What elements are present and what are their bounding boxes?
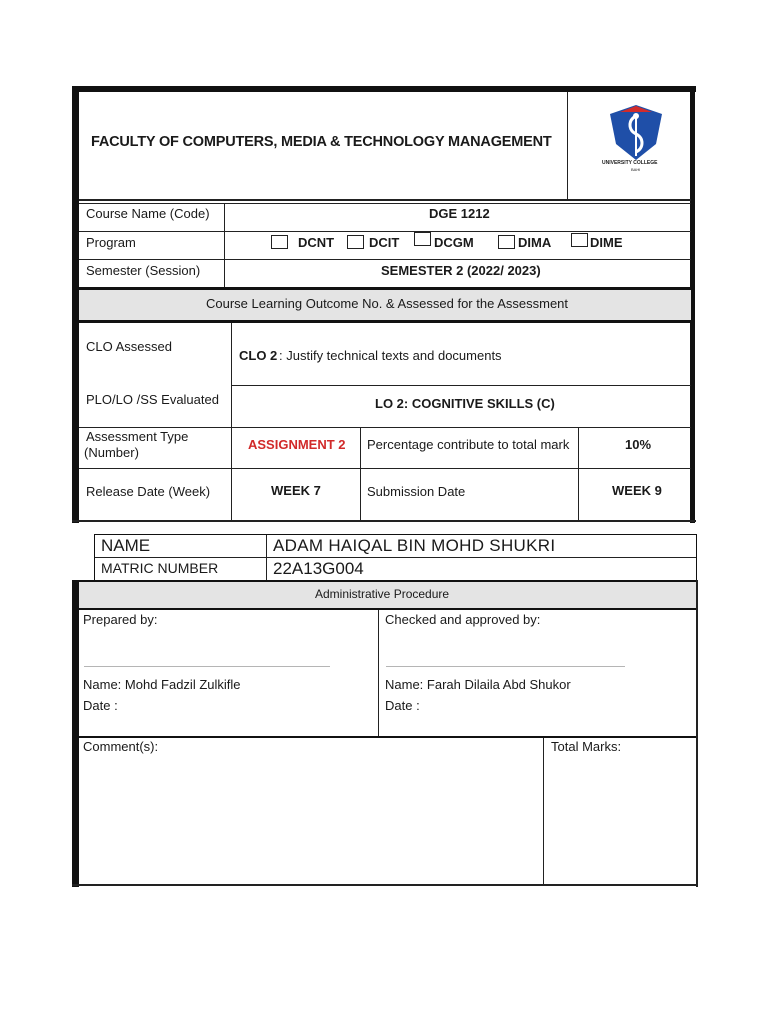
col-line — [543, 738, 544, 884]
percentage-label: Percentage contribute to total mark — [367, 437, 570, 452]
assessment-type-label-2: (Number) — [84, 445, 139, 460]
row-line — [79, 468, 691, 469]
student-name-value: ADAM HAIQAL BIN MOHD SHUKRI — [273, 536, 556, 555]
plo-value: LO 2: COGNITIVE SKILLS (C) — [375, 396, 555, 411]
program-checkbox-dcit[interactable] — [347, 235, 364, 249]
program-label: Program — [86, 235, 136, 250]
checked-by-name: Name: Farah Dilaila Abd Shukor — [385, 677, 571, 692]
checked-date: Date : — [385, 698, 420, 713]
col-line — [266, 535, 267, 580]
checked-by-label: Checked and approved by: — [385, 612, 541, 627]
row-line — [79, 427, 691, 428]
row-line — [79, 203, 691, 204]
student-name-label: NAME — [101, 536, 151, 555]
header-bottom-line — [79, 199, 691, 201]
logo-caption-2: BAHI — [631, 167, 641, 172]
admin-border-left — [72, 580, 79, 887]
administrative-form — [72, 580, 698, 887]
col-line — [224, 203, 225, 288]
university-logo — [604, 102, 668, 176]
col-line — [578, 428, 579, 520]
col-line — [360, 428, 361, 520]
row-line — [231, 385, 691, 386]
col-line — [231, 323, 232, 520]
course-name-label: Course Name (Code) — [86, 206, 210, 221]
prepared-by-name: Name: Mohd Fadzil Zulkifle — [83, 677, 241, 692]
prepared-signature-line — [84, 666, 330, 667]
prepared-date: Date : — [83, 698, 118, 713]
student-info-table — [94, 534, 697, 581]
band-bottom-line — [79, 608, 696, 610]
assessment-cover-form — [72, 86, 696, 523]
admin-section-title: Administrative Procedure — [315, 587, 450, 601]
comments-label: Comment(s): — [83, 739, 159, 754]
col-line — [378, 610, 379, 736]
submission-date-label: Submission Date — [367, 484, 466, 499]
program-checkbox-dime[interactable] — [571, 233, 588, 247]
program-option-dcit: DCIT — [369, 235, 400, 250]
row-line — [79, 231, 691, 232]
row-line — [79, 736, 696, 738]
prepared-by-label: Prepared by: — [83, 612, 158, 627]
program-option-dima: DIMA — [518, 235, 552, 250]
row-line — [79, 259, 691, 260]
release-date-value: WEEK 7 — [271, 483, 321, 498]
matric-number-value: 22A13G004 — [273, 559, 364, 578]
clo-section-title: Course Learning Outcome No. & Assessed for the Assessment — [206, 296, 569, 311]
program-option-dime: DIME — [590, 235, 623, 250]
program-checkbox-dima[interactable] — [498, 235, 515, 249]
admin-border-bottom — [72, 884, 698, 886]
percentage-value: 10% — [625, 437, 652, 452]
form-border-top — [72, 86, 696, 92]
program-option-dcnt: DCNT — [298, 235, 335, 250]
plo-label: PLO/LO /SS Evaluated — [86, 392, 219, 407]
faculty-title: FACULTY OF COMPUTERS, MEDIA & TECHNOLOGY MANAGEMENT — [91, 134, 552, 150]
band-bottom-line — [79, 320, 691, 323]
clo-description: : Justify technical texts and documents — [279, 348, 502, 363]
header-divider — [567, 92, 568, 200]
form-border-bottom — [72, 520, 696, 522]
program-checkbox-dcnt[interactable] — [271, 235, 288, 249]
logo-caption: UNIVERSITY COLLEGE — [602, 160, 658, 166]
program-checkbox-dcgm[interactable] — [414, 232, 431, 246]
checked-signature-line — [386, 666, 625, 667]
semester-value: SEMESTER 2 (2022/ 2023) — [381, 263, 541, 278]
clo-code: CLO 2 — [239, 348, 278, 363]
admin-border-right — [696, 580, 698, 887]
total-marks-label: Total Marks: — [551, 739, 622, 754]
release-date-label: Release Date (Week) — [86, 484, 211, 499]
assessment-type-value: ASSIGNMENT 2 — [248, 437, 346, 452]
clo-assessed-label: CLO Assessed — [86, 339, 172, 354]
program-option-dcgm: DCGM — [434, 235, 474, 250]
assessment-type-label: Assessment Type — [86, 429, 189, 444]
row-line — [95, 557, 696, 558]
form-border-left — [72, 86, 79, 523]
semester-label: Semester (Session) — [86, 263, 201, 278]
submission-date-value: WEEK 9 — [612, 483, 662, 498]
course-code-value: DGE 1212 — [429, 206, 490, 221]
matric-number-label: MATRIC NUMBER — [101, 560, 219, 576]
